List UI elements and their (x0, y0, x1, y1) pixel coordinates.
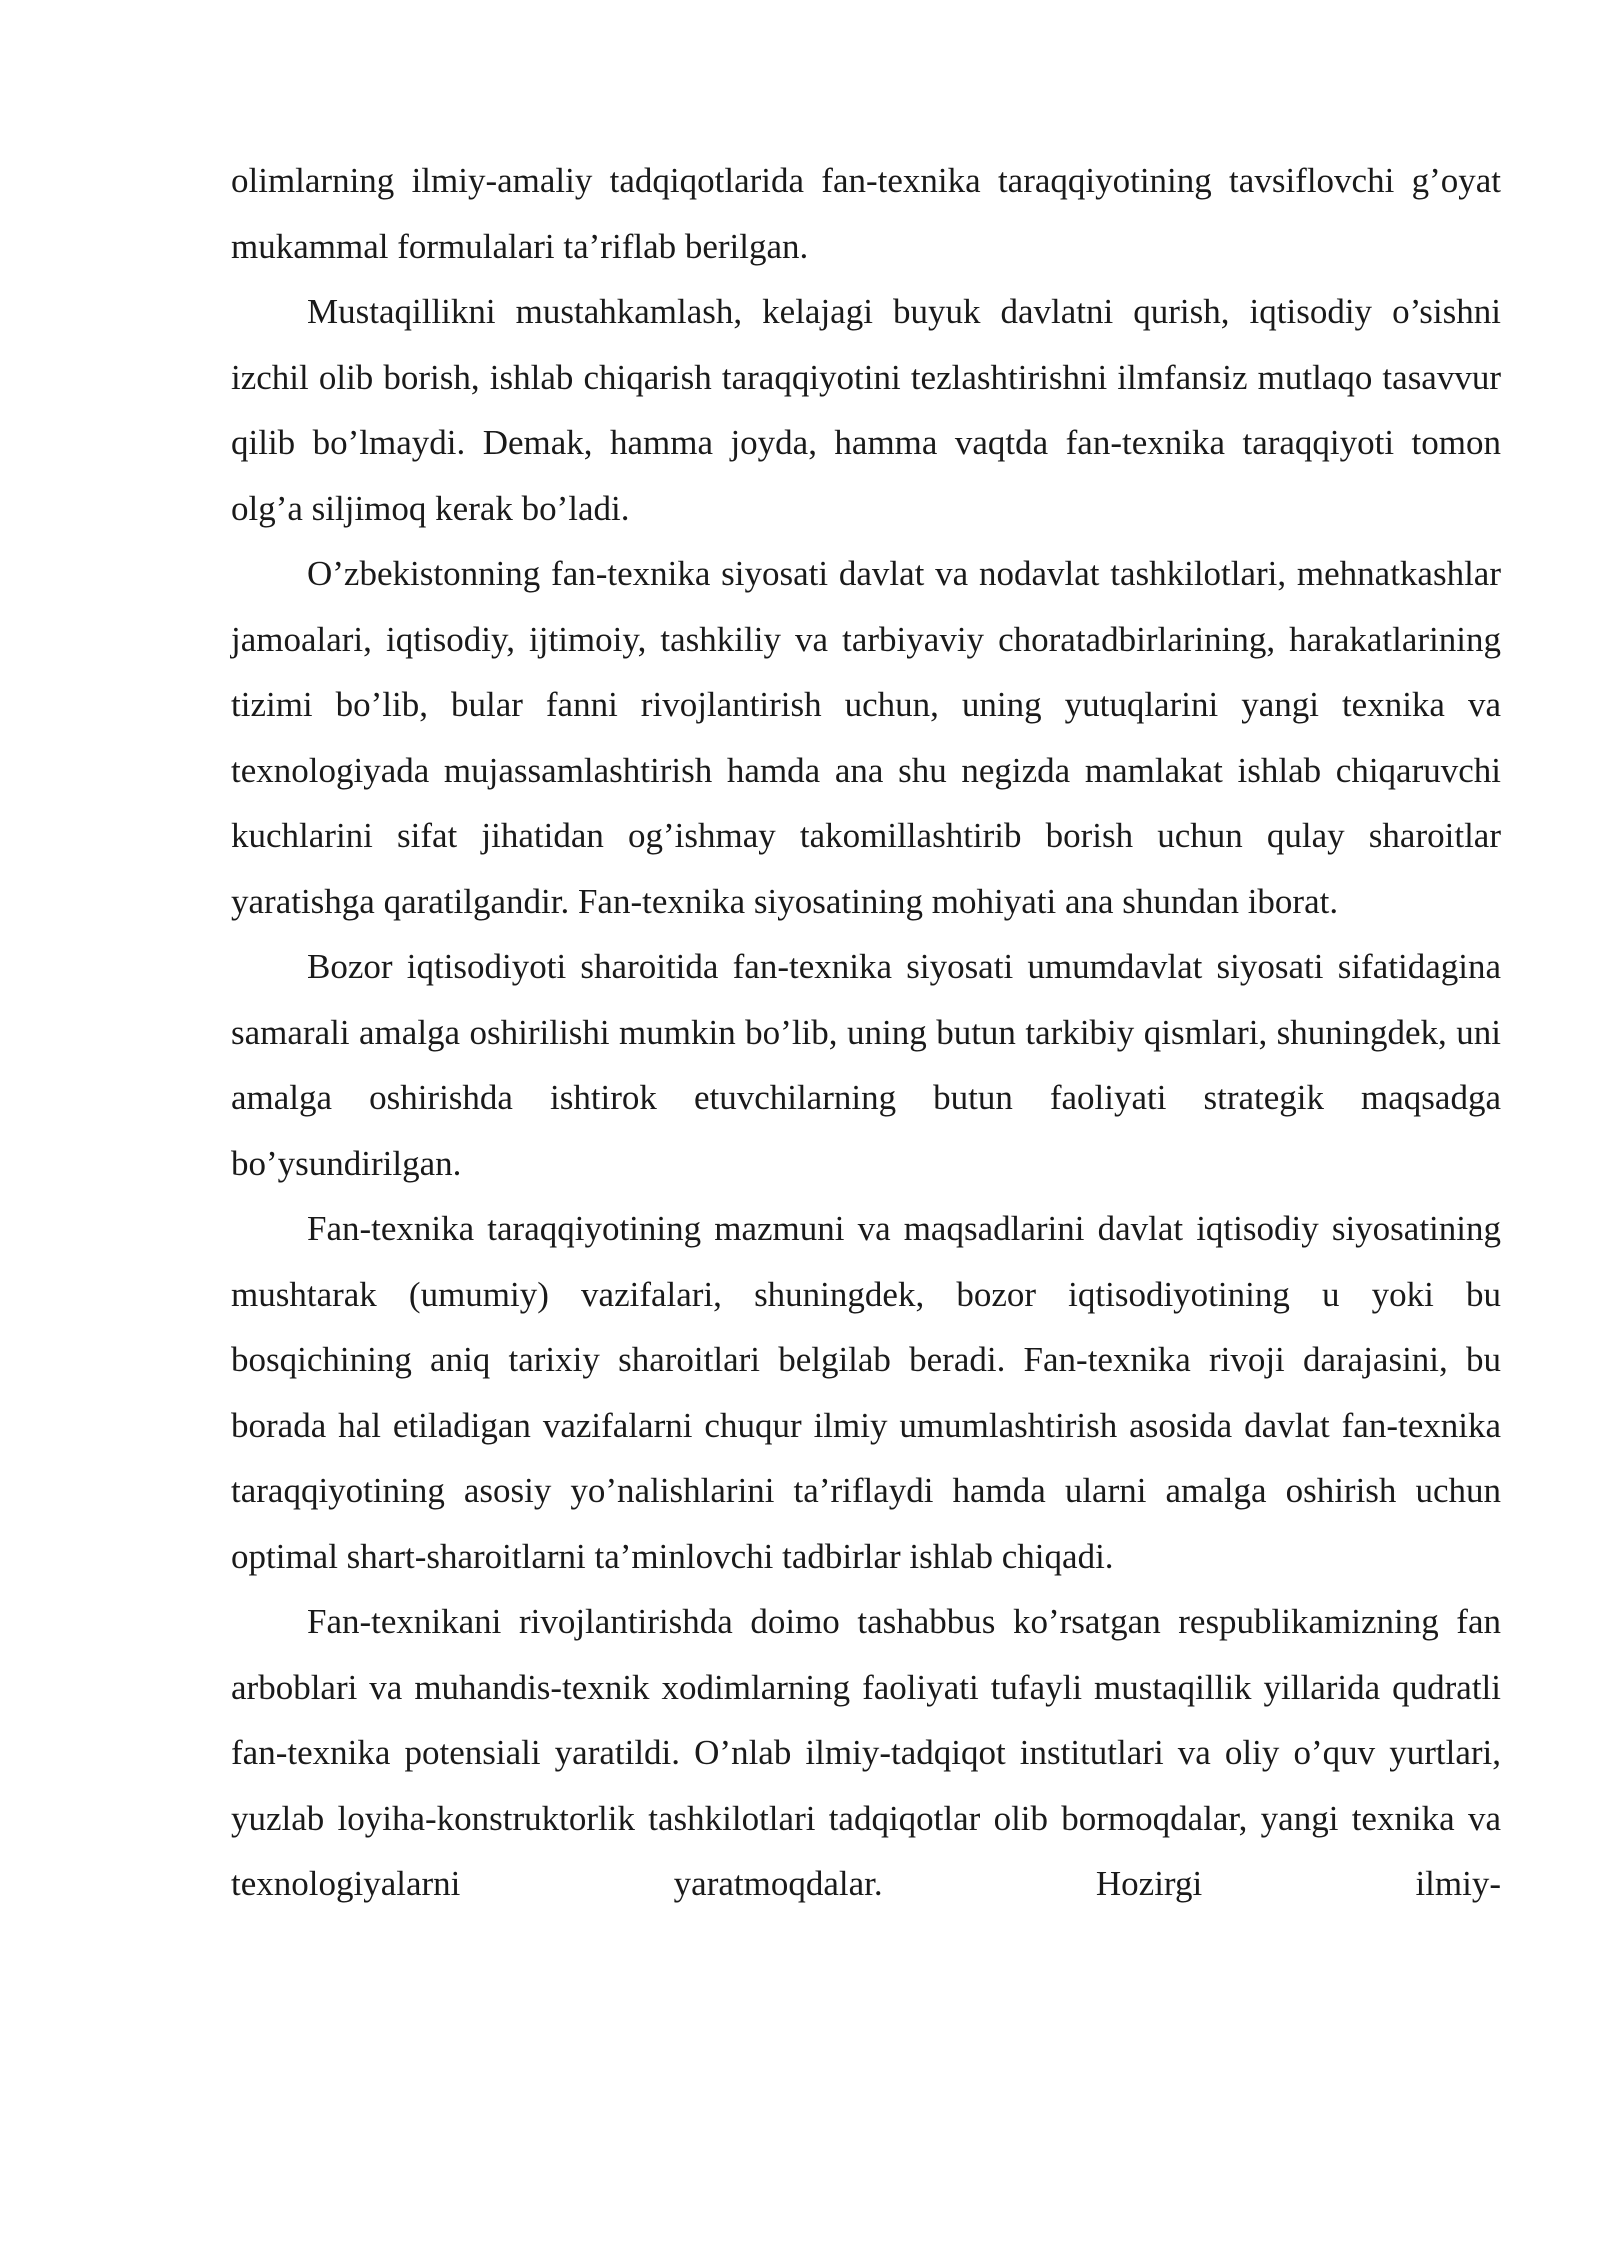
body-text (231, 148, 1501, 1917)
paragraph: O’zbekistonning fan-texnika siyosati davlat va nodavlat tashkilotlari, mehnatkashlar jamoalari, iqtisodiy, ijtimoiy, tashkiliy va tarbiyaviy choratadbirlarining, harakatlarining tizimi bo’lib, bular fanni rivojlantirish uchun, uning yutuqlarini yangi texnika va texnologiyada mujassamlashtirish hamda ana shu negizda mamlakat ishlab chiqaruvchi kuchlarini sifat jihatidan og’ishmay takomillashtirib borish uchun qulay sharoitlar yaratishga qaratilgandir. Fan-texnika siyosatining mohiyati ana shundan iborat. (231, 554, 1501, 921)
paragraph: Bozor iqtisodiyoti sharoitida fan-texnika siyosati umumdavlat siyosati sifatidagina samarali amalga oshirilishi mumkin bo’lib, uning butun tarkibiy qismlari, shuningdek, uni amalga oshirishda ishtirok etuvchilarning butun faoliyati strategik maqsadga bo’ysundirilgan. (231, 947, 1501, 1183)
paragraph-continues-next-page: Fan-texnikani rivojlantirishda doimo tashabbus ko’rsatgan respublikamizning fan arboblari va muhandis-texnik xodimlarning faoliyati tufayli mustaqillik yillarida qudratli fan-texnika potensiali yaratildi. O’nlab ilmiy-tadqiqot institutlari va oliy o’quv yurtlari, yuzlab loyiha-konstruktorlik tashkilotlari tadqiqotlar olib bormoqdalar, yangi texnika va texnologiyalarni yaratmoqdalar. Hozirgi ilmiy- (231, 1602, 1501, 1903)
paragraph: Fan-texnika taraqqiyotining mazmuni va maqsadlarini davlat iqtisodiy siyosatining mushtarak (umumiy) vazifalari, shuningdek, bozor iqtisodiyotining u yoki bu bosqichining aniq tarixiy sharoitlari belgilab beradi. Fan-texnika rivoji darajasini, bu borada hal etiladigan vazifalarni chuqur ilmiy umumlashtirish asosida davlat fan-texnika taraqqiyotining asosiy yo’nalishlarini ta’riflaydi hamda ularni amalga oshirish uchun optimal shart-sharoitlarni ta’minlovchi tadbirlar ishlab chiqadi. (231, 1209, 1501, 1576)
paragraph: Mustaqillikni mustahkamlash, kelajagi buyuk davlatni qurish, iqtisodiy o’sishni izchil olib borish, ishlab chiqarish taraqqiyotini tezlashtirishni ilmfansiz mutlaqo tasavvur qilib bo’lmaydi. Demak, hamma joyda, hamma vaqtda fan-texnika taraqqiyoti tomon olg’a siljimoq kerak bo’ladi. (231, 292, 1501, 528)
paragraph-continuation: olimlarning ilmiy-amaliy tadqiqotlarida fan-texnika taraqqiyotining tavsiflovchi g’oyat mukammal formulalari ta’riflab berilgan. (231, 161, 1501, 266)
